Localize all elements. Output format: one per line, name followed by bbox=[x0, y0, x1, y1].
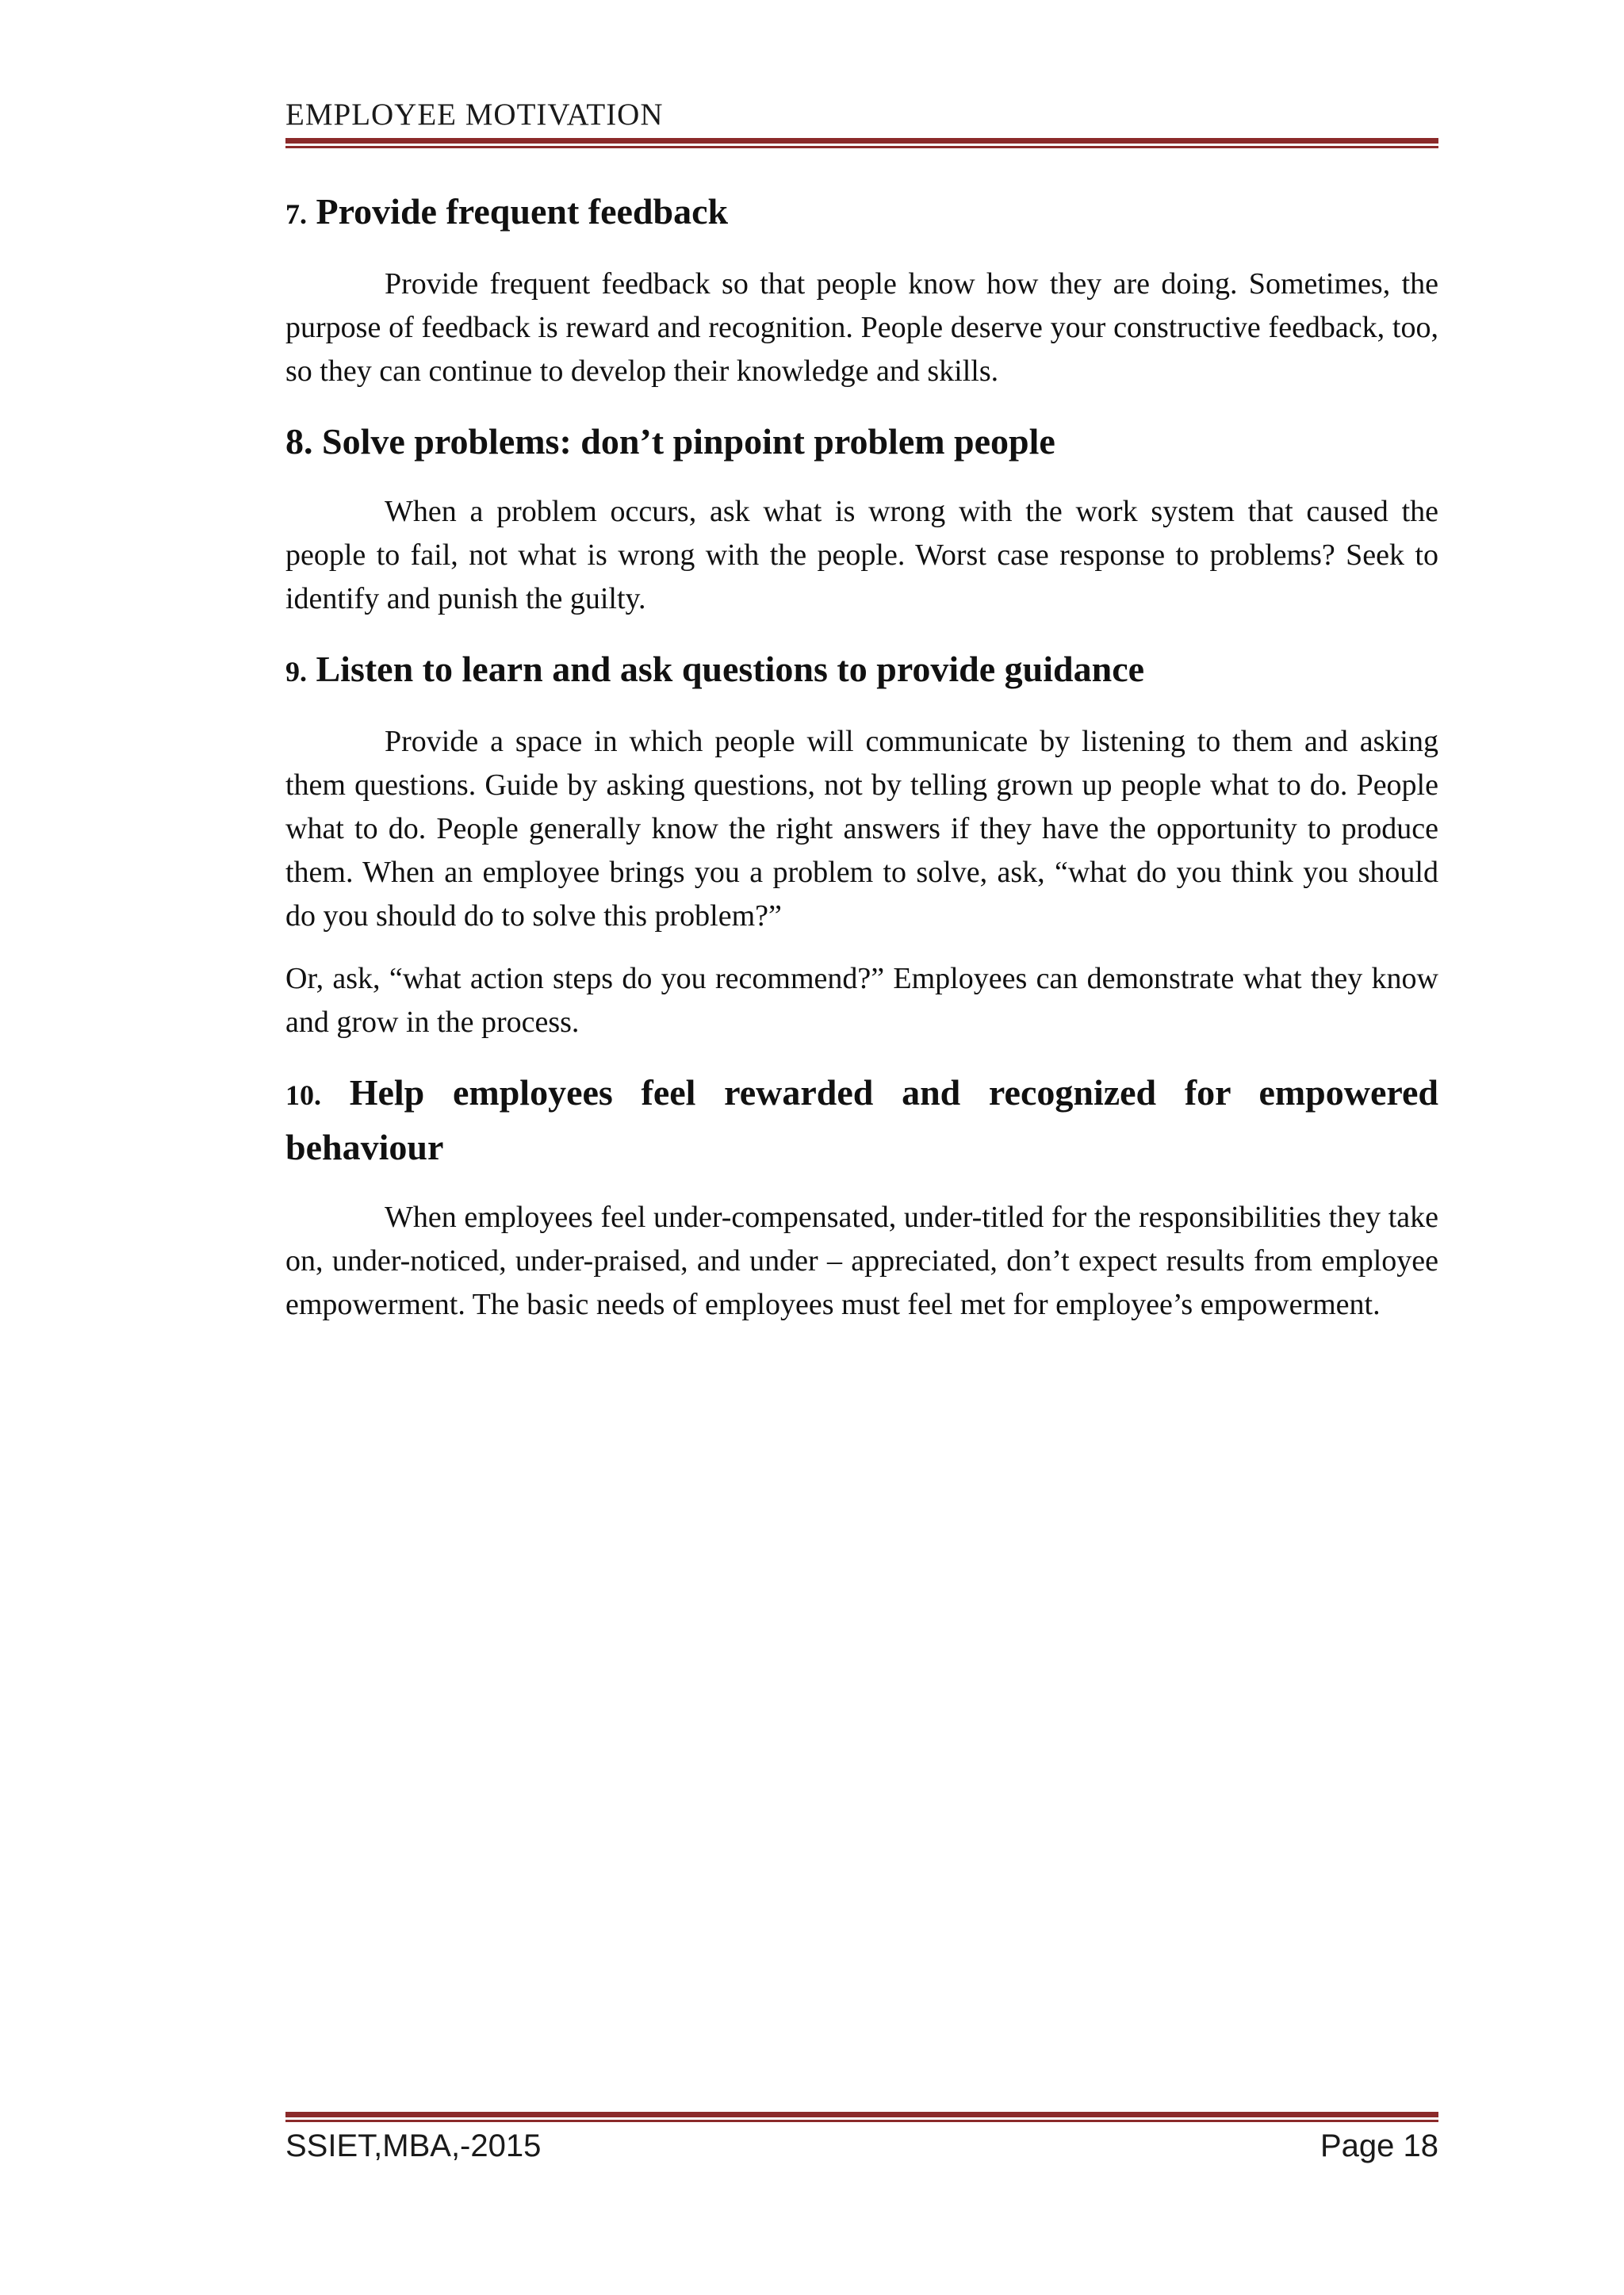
section-9-number: 9. bbox=[285, 656, 307, 688]
section-10-paragraph-1: When employees feel under-compensated, under-titled for the responsibilities they take on, under-noticed, under-praised, and under – appreciated, don’t expect results from employee empowerment. The basic needs of employees must feel met for employee’s empowerment. bbox=[285, 1201, 1438, 1321]
header-rule bbox=[285, 138, 1438, 148]
section-7-paragraph-1: Provide frequent feedback so that people know how they are doing. Sometimes, the purpose of feedback is reward and recognition. People deserve your constructive feedback, too, so they can continue to develop their knowledge and skills. bbox=[285, 267, 1438, 388]
footer-rule-thick bbox=[285, 2112, 1438, 2117]
section-9-paragraph-1: Provide a space in which people will communicate by listening to them and asking them questions. Guide by asking questions, not by telling grown up people what to do. People what to do. People generally know the right answers if they have the opportunity to produce them. When an employee brings you a problem to solve, ask, “what do you think you should do you should do to solve this problem?” bbox=[285, 725, 1438, 933]
page-content bbox=[285, 186, 1438, 1327]
section-7-number: 7. bbox=[285, 198, 307, 230]
section-10-number: 10. bbox=[285, 1079, 321, 1111]
section-8-paragraph-1: When a problem occurs, ask what is wrong with the work system that caused the people to fail, not what is wrong with the people. Worst case response to problems? Seek to identify and punish the guilty. bbox=[285, 495, 1438, 615]
section-8-heading bbox=[285, 416, 1438, 468]
section-9-title: Listen to learn and ask questions to provide guidance bbox=[316, 649, 1145, 689]
section-10-heading bbox=[285, 1067, 1438, 1174]
header-rule-thick bbox=[285, 138, 1438, 144]
page-header-title: EMPLOYEE MOTIVATION bbox=[285, 98, 664, 132]
section-7-heading bbox=[285, 186, 1438, 240]
footer-rule bbox=[285, 2112, 1438, 2122]
footer-page-number: Page 18 bbox=[1320, 2128, 1438, 2163]
section-10-title: Help employees feel rewarded and recognized for empowered behaviour bbox=[285, 1072, 1438, 1167]
footer-institution: SSIET,MBA,-2015 bbox=[285, 2128, 542, 2163]
section-9-heading bbox=[285, 643, 1438, 698]
section-7-title: Provide frequent feedback bbox=[316, 191, 729, 232]
header-rule-thin bbox=[285, 146, 1438, 148]
footer-rule-thin bbox=[285, 2120, 1438, 2122]
section-9-paragraph-2: Or, ask, “what action steps do you recommend?” Employees can demonstrate what they know and grow in the process. bbox=[285, 962, 1438, 1039]
section-8-number: 8. bbox=[285, 421, 313, 462]
section-8-title: Solve problems: don’t pinpoint problem people bbox=[322, 421, 1055, 462]
